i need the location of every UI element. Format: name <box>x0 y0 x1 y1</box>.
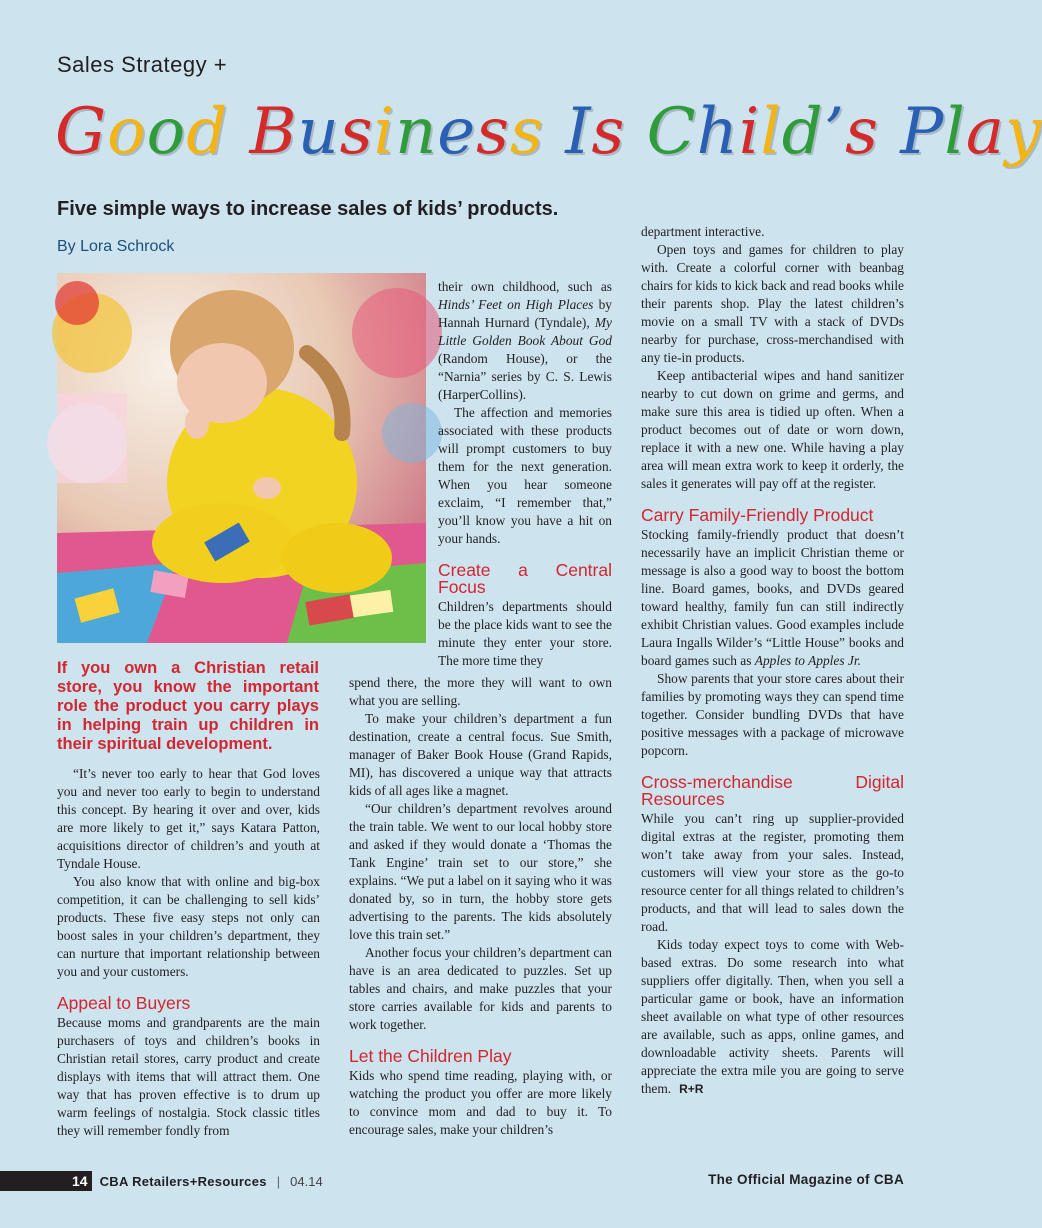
headline-letter: u <box>297 95 340 169</box>
column-2-lower <box>349 674 612 1139</box>
col3-paragraph: Show parents that your store cares about their families by promoting ways they can spend time together. Consider bundling DVDs that have positive messages with a package of microwave popcorn. <box>641 671 904 758</box>
footer-left <box>0 1171 323 1191</box>
col3-paragraph: Stocking family-friendly product that doesn’t necessarily have an implicit Christian theme or message is also a good way to boost the bottom line. Board games, books, and DVDs geared toward healthy, family fun can still indirectly exhibit Christian values. Good examples include Laura Ingalls Wilder’s “Little House” books and board games such as Apples to Apples Jr. <box>641 527 904 668</box>
col2-paragraph: Another focus your children’s department can have is an area dedicated to puzzles. Set up tables and chairs, and make puzzles that your store carries available for kids and parents to work together. <box>349 945 612 1032</box>
headline-letter: i <box>373 95 396 169</box>
col1-paragraph: You also know that with online and big-box competition, it can be challenging to sell kids’ products. These five easy steps not only can boost sales in your children’s department, they can nurture that important relationship between you and your customers. <box>57 874 320 979</box>
footer-tagline: The Official Magazine of CBA <box>708 1172 904 1187</box>
col3-paragraph: Kids today expect toys to come with Web-based extras. Do some research into what suppliers offer digitally. Then, when you sell a particular game or book, have an information sheet available on what type of other resources are available, such as apps, online games, and downloadable activity sheets. Parents will appreciate the extra mile you are going to serve them. R+R <box>641 937 904 1096</box>
headline-letter: n <box>395 95 438 169</box>
headline-letter: l <box>760 95 782 169</box>
headline-letter: ’ <box>823 95 846 169</box>
headline-letter: s <box>510 95 544 169</box>
col2-paragraph: The affection and memories associated with these products will prompt customers to buy them for the next generation. When you hear someone exclaim, “I remember that,” you’ll know you have a hit on your hands. <box>438 405 612 546</box>
col1-paragraph: “It’s never too early to hear that God loves you and never too early to begin to understand this concept. By hearing it over and over, kids are more likely to get it,” says Katara Patton, acquisitions director of children’s and youth at Tyndale House. <box>57 766 320 871</box>
headline-letter <box>228 95 249 169</box>
headline-letter: s <box>845 95 879 169</box>
col2-paragraph: Kids who spend time reading, playing with, or watching the product you offer are more likely to convince mom and dad to buy it. To encourage sales, make your children’s <box>349 1068 612 1137</box>
page-bar <box>0 1171 68 1191</box>
headline-letter: i <box>738 95 761 169</box>
headline-letter: a <box>965 95 1005 169</box>
col2-paragraph: Children’s departments should be the place kids want to see the minute they enter your store. The more time they <box>438 599 612 668</box>
headline-letter: o <box>107 95 147 169</box>
magazine-name: CBA Retailers+Resources <box>99 1173 267 1189</box>
col3-paragraph: Open toys and games for children to play with. Create a colorful corner with beanbag chairs for kids to kick back and read books while their parents shop. Play the latest children’s movie on a small TV with a stack of DVDs nearby for purchase, cross-merchandised with any tie-in products. <box>641 242 904 365</box>
headline-letter <box>544 95 565 169</box>
headline-letter: d <box>781 95 824 169</box>
headline-letter: d <box>186 95 229 169</box>
subhead-cross-merchandise-digital-resources: Cross-merchandise Digital Resources <box>641 772 904 809</box>
headline-letter: e <box>437 95 477 169</box>
col3-paragraph: Keep antibacterial wipes and hand sanitizer nearby to cut down on grime and germs, and make sure this area is tidied up often. When a product becomes out of date or worn down, replace it with a new one. While having a play area will mean extra work to keep it orderly, the sales it generates will pay off at the register. <box>641 368 904 491</box>
headline-letter: P <box>900 95 945 169</box>
section-label: Sales Strategy + <box>57 52 228 77</box>
col3-paragraph: department interactive. <box>641 224 765 239</box>
column-2-upper <box>438 278 612 670</box>
subhead-let-the-children-play: Let the Children Play <box>349 1046 512 1066</box>
issue-date: 04.14 <box>290 1173 323 1189</box>
column-1 <box>57 765 320 1140</box>
col3-paragraph: While you can’t ring up supplier-provided digital extras at the register, promoting them won’t take away from your sales. Instead, customers will view your store as the go-to resource center for all things related to children’s products, and that will lead to sales down the road. <box>641 811 904 934</box>
deck: Five simple ways to increase sales of kids’ products. <box>57 198 559 220</box>
pull-quote: If you own a Christian retail store, you know the important role the product you carry plays in helping train up children in their spiritual development. <box>57 659 319 753</box>
headline-letter: C <box>646 95 697 169</box>
headline-letter: l <box>944 95 966 169</box>
headline-letter: o <box>146 95 187 169</box>
headline-letter: y <box>1004 95 1042 169</box>
byline: By Lora Schrock <box>57 238 175 255</box>
col2-paragraph: spend there, the more they will want to own what you are selling. <box>349 675 612 708</box>
toddler-photo-illustration <box>57 273 426 643</box>
end-mark: R+R <box>679 1082 704 1096</box>
footer-separator: | <box>276 1173 281 1189</box>
headline <box>55 95 1042 169</box>
headline-letter: s <box>591 95 626 169</box>
headline-letter <box>879 95 900 169</box>
col2-paragraph: “Our children’s department revolves around the train table. We went to our local hobby store and asked if they would donate a ‘Thomas the Tank Engine’ train set to our store,” she explains. “We put a label on it saying who it was donated by, so in turn, the hobby store gets advertising to the parents. The kids absolutely love this train set.” <box>349 801 612 942</box>
subhead-create-a-central-focus: Create a Central Focus <box>438 560 612 597</box>
headline-letter: G <box>55 95 108 169</box>
headline-letter: s <box>476 95 510 169</box>
page-number: 14 <box>68 1171 92 1191</box>
headline-letter <box>625 95 646 169</box>
column-3 <box>641 223 904 1098</box>
headline-letter: h <box>696 95 739 169</box>
headline-letter: I <box>565 95 592 169</box>
subhead-appeal-to-buyers: Appeal to Buyers <box>57 993 191 1013</box>
article-photo <box>57 273 426 643</box>
col2-paragraph: To make your children’s department a fun destination, create a central focus. Sue Smith, manager of Baker Book House (Grand Rapids, MI), has discovered a unique way that attracts kids of all ages like a magnet. <box>349 711 612 798</box>
col1-paragraph: Because moms and grandparents are the main purchasers of toys and children’s books in Christian retail stores, carry product and create displays with items that will attract them. One way that has proven effective is to drum up warm feelings of nostalgia. Stock classic titles they will remember fondly from <box>57 1015 320 1138</box>
headline-letter: s <box>339 95 374 169</box>
subhead-carry-family-friendly-product: Carry Family-Friendly Product <box>641 505 874 525</box>
headline-letter: B <box>249 95 298 169</box>
col2-paragraph: their own childhood, such as Hinds’ Feet on High Places by Hannah Hurnard (Tyndale), My Little Golden Book About God (Random House), or the “Narnia” series by C. S. Lewis (HarperCollins). <box>438 279 612 402</box>
